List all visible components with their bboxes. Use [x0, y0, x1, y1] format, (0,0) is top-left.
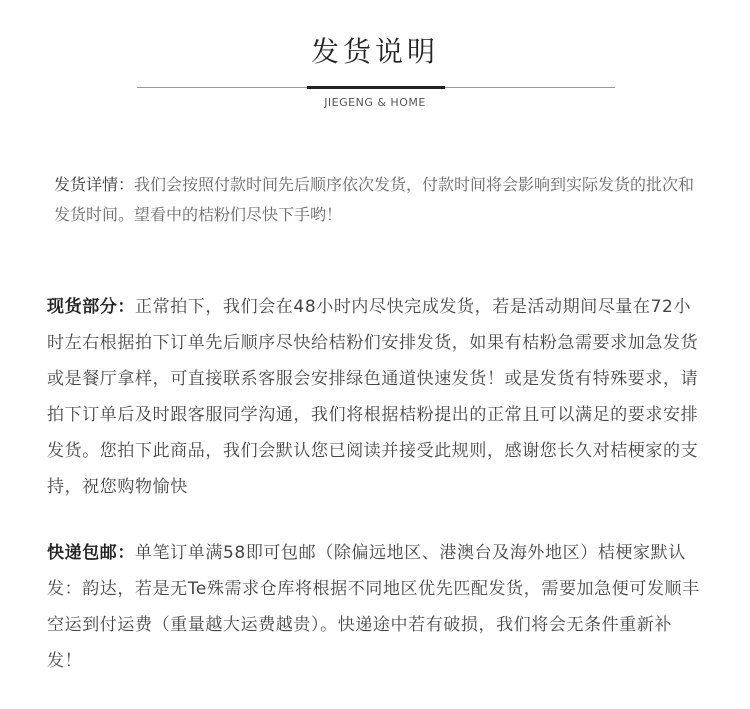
express-paragraph	[47, 535, 707, 679]
express-label: 快递包邮：	[47, 543, 135, 563]
shipping-details-label: 发货详情：	[54, 175, 135, 194]
brand-subtitle: JIEGENG & HOME	[324, 96, 426, 109]
title-divider-accent	[307, 86, 445, 89]
page-title: 发货说明	[310, 35, 439, 68]
shipping-details-text: 我们会按照付款时间先后顺序依次发货，付款时间将会影响到实际发货的批次和发货时间。望看中的桔粉们尽快下手哟！	[54, 175, 695, 224]
in-stock-paragraph	[47, 289, 707, 505]
in-stock-label: 现货部分：	[47, 297, 135, 317]
express-text: 单笔订单满58即可包邮（除偏远地区、港澳台及海外地区）桔梗家默认发：韵达，若是无Te殊需求仓库将根据不同地区优先匹配发货，需要加急便可发顺丰空运到付运费（重量越大运费越贵）。快递途中若有破损，我们将会无条件重新补发！	[47, 543, 700, 671]
shipping-details-paragraph	[54, 170, 704, 230]
in-stock-text: 正常拍下，我们会在48小时内尽快完成发货，若是活动期间尽量在72小时左右根据拍下订单先后顺序尽快给桔粉们安排发货，如果有桔粉急需要求加急发货或是餐厅拿样，可直接联系客服会安排绿色通道快速发货！或是发货有特殊要求，请拍下订单后及时跟客服同学沟通，我们将根据桔粉提出的正常且可以满足的要求安排发货。您拍下此商品，我们会默认您已阅读并接受此规则，感谢您长久对桔梗家的支持，祝您购物愉快	[47, 297, 699, 497]
